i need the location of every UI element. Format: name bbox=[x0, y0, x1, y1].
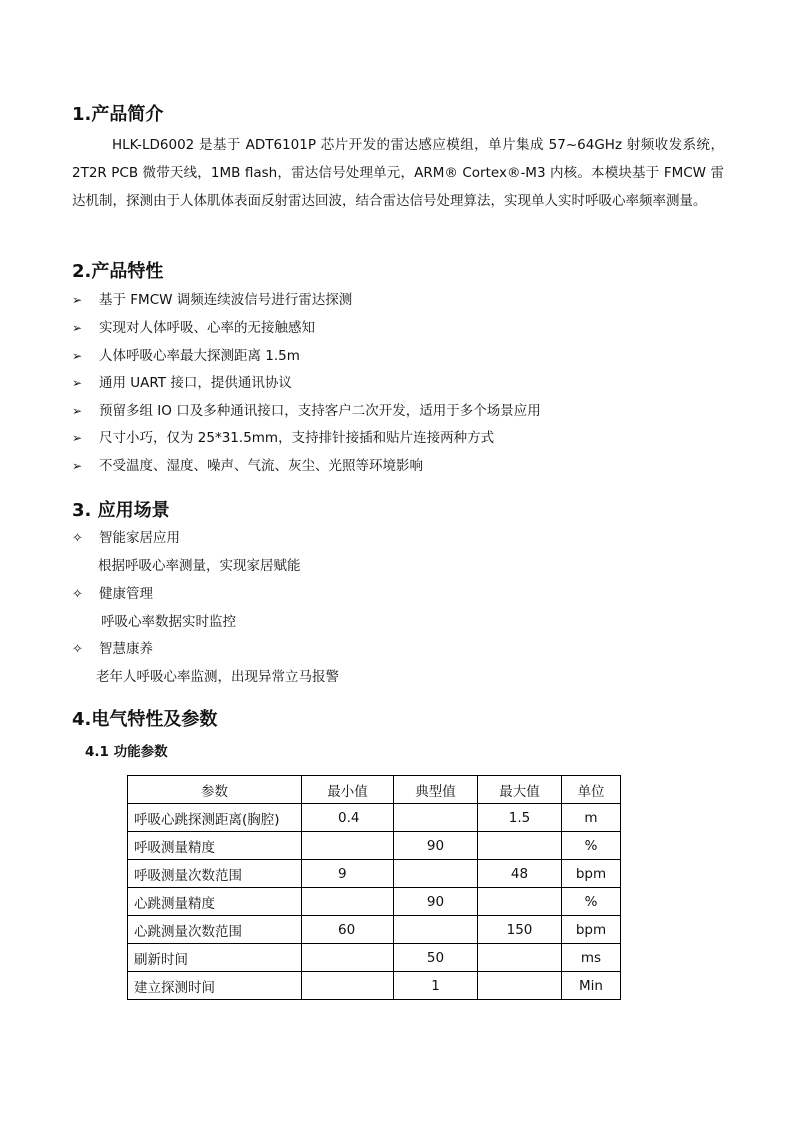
feature-text: 预留多组 IO 口及多种通讯接口，支持客户二次开发，适用于多个场景应用 bbox=[99, 403, 541, 419]
param-name-cell: 建立探测时间 bbox=[128, 972, 302, 1000]
feature-text: 通用 UART 接口，提供通讯协议 bbox=[99, 375, 292, 391]
typical-value-cell bbox=[394, 804, 478, 832]
min-value-cell bbox=[302, 832, 394, 860]
section-4-title: 4.电气特性及参数 bbox=[72, 709, 218, 730]
typical-value-cell: 50 bbox=[394, 944, 478, 972]
table-row bbox=[128, 888, 621, 916]
arrow-bullet-icon: ➢ bbox=[72, 376, 83, 390]
application-name: 智慧康养 bbox=[99, 641, 153, 657]
typical-value-cell bbox=[394, 860, 478, 888]
feature-item bbox=[72, 456, 423, 476]
application-desc: 根据呼吸心率测量，实现家居赋能 bbox=[98, 558, 301, 574]
param-name-cell: 心跳测量精度 bbox=[128, 888, 302, 916]
application-item bbox=[72, 528, 180, 549]
typical-value-cell: 90 bbox=[394, 832, 478, 860]
column-header: 最小值 bbox=[302, 776, 394, 804]
table-row bbox=[128, 972, 621, 1000]
unit-cell: Min bbox=[562, 972, 621, 1000]
feature-item bbox=[72, 428, 494, 448]
unit-cell: % bbox=[562, 888, 621, 916]
section-2-title: 2.产品特性 bbox=[72, 261, 164, 282]
param-name-cell: 刷新时间 bbox=[128, 944, 302, 972]
feature-item bbox=[72, 373, 292, 393]
application-item bbox=[72, 584, 153, 605]
max-value-cell: 150 bbox=[478, 916, 562, 944]
param-name-cell: 呼吸测量次数范围 bbox=[128, 860, 302, 888]
subsection-4-1-title: 4.1 功能参数 bbox=[85, 744, 168, 760]
min-value-cell: 9 bbox=[302, 860, 394, 888]
feature-item bbox=[72, 346, 300, 366]
feature-text: 人体呼吸心率最大探测距离 1.5m bbox=[99, 348, 300, 364]
min-value-cell: 60 bbox=[302, 916, 394, 944]
min-value-cell bbox=[302, 972, 394, 1000]
application-desc: 老年人呼吸心率监测，出现异常立马报警 bbox=[96, 669, 339, 685]
feature-text: 尺寸小巧，仅为 25*31.5mm，支持排针接插和贴片连接两种方式 bbox=[99, 430, 495, 446]
typical-value-cell bbox=[394, 916, 478, 944]
unit-cell: bpm bbox=[562, 916, 621, 944]
arrow-bullet-icon: ➢ bbox=[72, 321, 83, 335]
arrow-bullet-icon: ➢ bbox=[72, 431, 83, 445]
application-name: 智能家居应用 bbox=[99, 530, 180, 546]
application-item bbox=[72, 639, 153, 660]
max-value-cell: 1.5 bbox=[478, 804, 562, 832]
arrow-bullet-icon: ➢ bbox=[72, 349, 83, 363]
diamond-star-bullet-icon: ✧ bbox=[72, 531, 83, 546]
param-name-cell: 心跳测量次数范围 bbox=[128, 916, 302, 944]
column-header: 最大值 bbox=[478, 776, 562, 804]
intro-paragraph-text: HLK-LD6002 是基于 ADT6101P 芯片开发的雷达感应模组，单片集成 57~64GHz 射频收发系统，2T2R PCB 微带天线，1MB flash，雷达信号处理单元，ARM® Cortex®-M3 内核。本模块基于 FMCW 雷达机制，探测由于人体肌体表面反射雷达回波，结合雷达信号处理算法，实现单人实时呼吸心率频率测量。 bbox=[72, 137, 724, 209]
function-parameter-table bbox=[127, 775, 621, 1000]
column-header: 典型值 bbox=[394, 776, 478, 804]
param-name-cell: 呼吸心跳探测距离(胸腔) bbox=[128, 804, 302, 832]
typical-value-cell: 90 bbox=[394, 888, 478, 916]
feature-item bbox=[72, 290, 352, 310]
max-value-cell bbox=[478, 972, 562, 1000]
diamond-star-bullet-icon: ✧ bbox=[72, 587, 83, 602]
table-row bbox=[128, 832, 621, 860]
feature-item bbox=[72, 318, 315, 338]
arrow-bullet-icon: ➢ bbox=[72, 459, 83, 473]
feature-text: 实现对人体呼吸、心率的无接触感知 bbox=[99, 320, 315, 336]
min-value-cell bbox=[302, 888, 394, 916]
feature-text: 不受温度、湿度、噪声、气流、灰尘、光照等环境影响 bbox=[99, 458, 423, 474]
min-value-cell: 0.4 bbox=[302, 804, 394, 832]
unit-cell: ms bbox=[562, 944, 621, 972]
table-row bbox=[128, 804, 621, 832]
unit-cell: % bbox=[562, 832, 621, 860]
unit-cell: m bbox=[562, 804, 621, 832]
application-desc: 呼吸心率数据实时监控 bbox=[101, 614, 236, 630]
application-name: 健康管理 bbox=[99, 586, 153, 602]
arrow-bullet-icon: ➢ bbox=[72, 404, 83, 418]
column-header: 参数 bbox=[128, 776, 302, 804]
table-row bbox=[128, 860, 621, 888]
diamond-star-bullet-icon: ✧ bbox=[72, 642, 83, 657]
intro-paragraph bbox=[72, 131, 724, 215]
max-value-cell bbox=[478, 944, 562, 972]
feature-text: 基于 FMCW 调频连续波信号进行雷达探测 bbox=[99, 292, 353, 308]
feature-item bbox=[72, 401, 541, 421]
min-value-cell bbox=[302, 944, 394, 972]
param-name-cell: 呼吸测量精度 bbox=[128, 832, 302, 860]
max-value-cell bbox=[478, 832, 562, 860]
max-value-cell: 48 bbox=[478, 860, 562, 888]
max-value-cell bbox=[478, 888, 562, 916]
table-row bbox=[128, 916, 621, 944]
arrow-bullet-icon: ➢ bbox=[72, 293, 83, 307]
table-row bbox=[128, 944, 621, 972]
section-3-title: 3. 应用场景 bbox=[72, 500, 170, 521]
column-header: 单位 bbox=[562, 776, 621, 804]
section-1-title: 1.产品简介 bbox=[72, 104, 164, 125]
table-header-row bbox=[128, 776, 621, 804]
unit-cell: bpm bbox=[562, 860, 621, 888]
typical-value-cell: 1 bbox=[394, 972, 478, 1000]
